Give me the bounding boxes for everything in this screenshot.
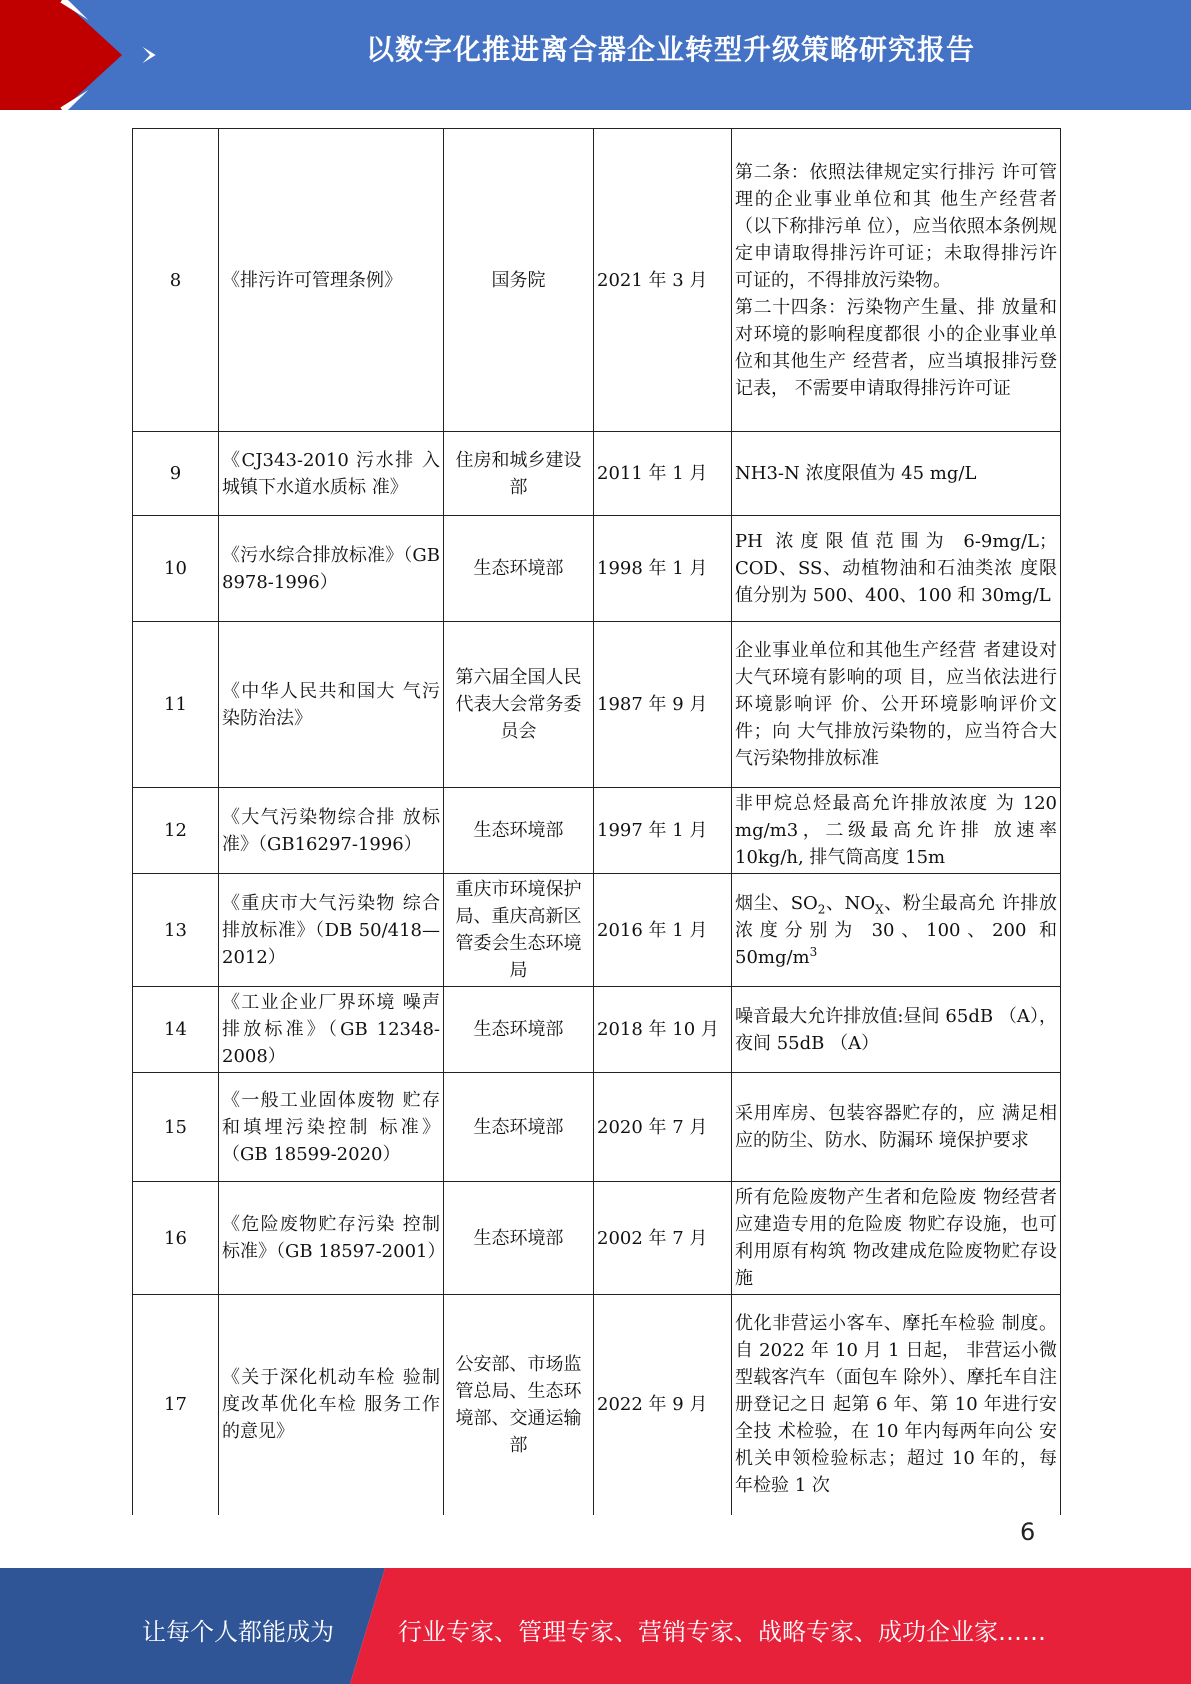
footer-slogan-left: 让每个人都能成为 — [142, 1618, 334, 1646]
regulation-name: 《危险废物贮存污染 控制标准》（GB 18597-2001） — [219, 1182, 444, 1295]
row-number: 11 — [133, 622, 219, 788]
row-number: 13 — [133, 874, 219, 987]
row-number: 16 — [133, 1182, 219, 1295]
effective-date: 1987 年 9 月 — [594, 622, 732, 788]
table-row — [133, 874, 1061, 987]
regulation-name: 《工业企业厂界环境 噪声排放标准》（GB 12348-2008） — [219, 987, 444, 1073]
regulation-name: 《排污许可管理条例》 — [219, 129, 444, 432]
effective-date: 1998 年 1 月 — [594, 516, 732, 622]
effective-date: 2018 年 10 月 — [594, 987, 732, 1073]
regulation-name: 《污水综合排放标准》（GB 8978-1996） — [219, 516, 444, 622]
regulation-content: 优化非营运小客车、摩托车检验 制度。自 2022 年 10 月 1 日起， 非营运小微型载客汽车（面包车 除外）、摩托车自注册登记之日 起第 6 年、第 10 年进行安全技 术检验，在 10 年内每两年向公 安机关申领检验标志；超过 10 年的，每年检验 1 次 — [732, 1295, 1061, 1515]
regulation-content-paragraph: 第二条：依照法律规定实行排污 许可管理的企业事业单位和其 他生产经营者（以下称排污单 位），应当依照本条例规定申请取得排污许可证；未取得排污许 可证的，不得排放污染物。 — [735, 161, 1057, 291]
effective-date: 2021 年 3 月 — [594, 129, 732, 432]
regulation-content — [732, 129, 1061, 432]
regulation-name: 《重庆市大气污染物 综合排放标准》（DB 50/418—2012） — [219, 874, 444, 987]
regulation-name: 《CJ343-2010 污水排 入城镇下水道水质标 准》 — [219, 432, 444, 516]
issuing-department: 生态环境部 — [444, 516, 594, 622]
table-row — [133, 1295, 1061, 1515]
regulation-content: 采用库房、包装容器贮存的，应 满足相应的防尘、防水、防漏环 境保护要求 — [732, 1073, 1061, 1182]
row-number: 17 — [133, 1295, 219, 1515]
regulation-content: PH 浓度限值范围为 6-9mg/L； COD、SS、动植物油和石油类浓 度限值分别为 500、400、100 和 30mg/L — [732, 516, 1061, 622]
subscript: X — [875, 902, 884, 917]
regulation-name: 《一般工业固体废物 贮存和填埋污染控制 标准》（GB 18599-2020） — [219, 1073, 444, 1182]
regulation-content: 企业事业单位和其他生产经营 者建设对大气环境有影响的项 目，应当依法进行环境影响评 价、公开环境影响评价文件；向 大气排放污染物的，应当符合大 气污染物排放标准 — [732, 622, 1061, 788]
regulation-table-wrapper — [132, 128, 1060, 1515]
table-row — [133, 516, 1061, 622]
effective-date: 2011 年 1 月 — [594, 432, 732, 516]
table-row — [133, 1073, 1061, 1182]
effective-date: 2020 年 7 月 — [594, 1073, 732, 1182]
table-row — [133, 129, 1061, 432]
regulation-content-paragraph: 第二十四条：污染物产生量、排 放量和对环境的影响程度都很 小的企业事业单位和其他生产 经营者，应当填报排污登记表， 不需要申请取得排污许可证 — [735, 296, 1057, 399]
issuing-department: 重庆市环境保护局、重庆高新区管委会生态环境局 — [444, 874, 594, 987]
content-fragment: 烟尘、SO — [735, 892, 818, 914]
regulation-name: 《大气污染物综合排 放标准》（GB16297-1996） — [219, 788, 444, 874]
regulation-name: 《关于深化机动车检 验制度改革优化车检 服务工作的意见》 — [219, 1295, 444, 1515]
table-row — [133, 987, 1061, 1073]
page-header — [0, 0, 1191, 110]
superscript: 3 — [809, 944, 818, 959]
effective-date: 2016 年 1 月 — [594, 874, 732, 987]
row-number: 10 — [133, 516, 219, 622]
regulation-content: NH3-N 浓度限值为 45 mg/L — [732, 432, 1061, 516]
row-number: 8 — [133, 129, 219, 432]
regulation-content: 噪音最大允许排放值:昼间 65dB （A），夜间 55dB （A） — [732, 987, 1061, 1073]
regulation-table — [132, 128, 1061, 1515]
issuing-department: 生态环境部 — [444, 987, 594, 1073]
row-number: 12 — [133, 788, 219, 874]
document-title: 以数字化推进离合器企业转型升级策略研究报告 — [365, 33, 975, 66]
row-number: 9 — [133, 432, 219, 516]
row-number: 14 — [133, 987, 219, 1073]
effective-date: 2002 年 7 月 — [594, 1182, 732, 1295]
issuing-department: 生态环境部 — [444, 788, 594, 874]
page-footer — [0, 1568, 1191, 1684]
table-row — [133, 1182, 1061, 1295]
page-number: 6 — [1020, 1518, 1036, 1546]
effective-date: 2022 年 9 月 — [594, 1295, 732, 1515]
regulation-content — [732, 874, 1061, 987]
content-fragment: 、NO — [825, 892, 876, 914]
subscript: 2 — [817, 902, 826, 917]
issuing-department: 第六届全国人民代表大会常务委员会 — [444, 622, 594, 788]
effective-date: 1997 年 1 月 — [594, 788, 732, 874]
issuing-department: 生态环境部 — [444, 1182, 594, 1295]
table-row — [133, 622, 1061, 788]
header-arrow-icon — [0, 0, 160, 110]
table-row — [133, 788, 1061, 874]
regulation-content: 非甲烷总烃最高允许排放浓度 为 120 mg/m3，二级最高允许排 放速率 10kg/h, 排气筒高度 15m — [732, 788, 1061, 874]
issuing-department: 国务院 — [444, 129, 594, 432]
row-number: 15 — [133, 1073, 219, 1182]
regulation-name: 《中华人民共和国大 气污染防治法》 — [219, 622, 444, 788]
footer-slogan-right: 行业专家、管理专家、营销专家、战略专家、成功企业家…… — [398, 1618, 1046, 1646]
content-fragment: 、粉尘最高允 许排放浓度分别为 30、100、200 和 50mg/m — [735, 892, 1057, 968]
regulation-content: 所有危险废物产生者和危险废 物经营者应建造专用的危险废 物贮存设施，也可利用原有构筑 物改建成危险废物贮存设施 — [732, 1182, 1061, 1295]
issuing-department: 生态环境部 — [444, 1073, 594, 1182]
table-row — [133, 432, 1061, 516]
issuing-department: 住房和城乡建设部 — [444, 432, 594, 516]
issuing-department: 公安部、市场监管总局、生态环境部、交通运输部 — [444, 1295, 594, 1515]
